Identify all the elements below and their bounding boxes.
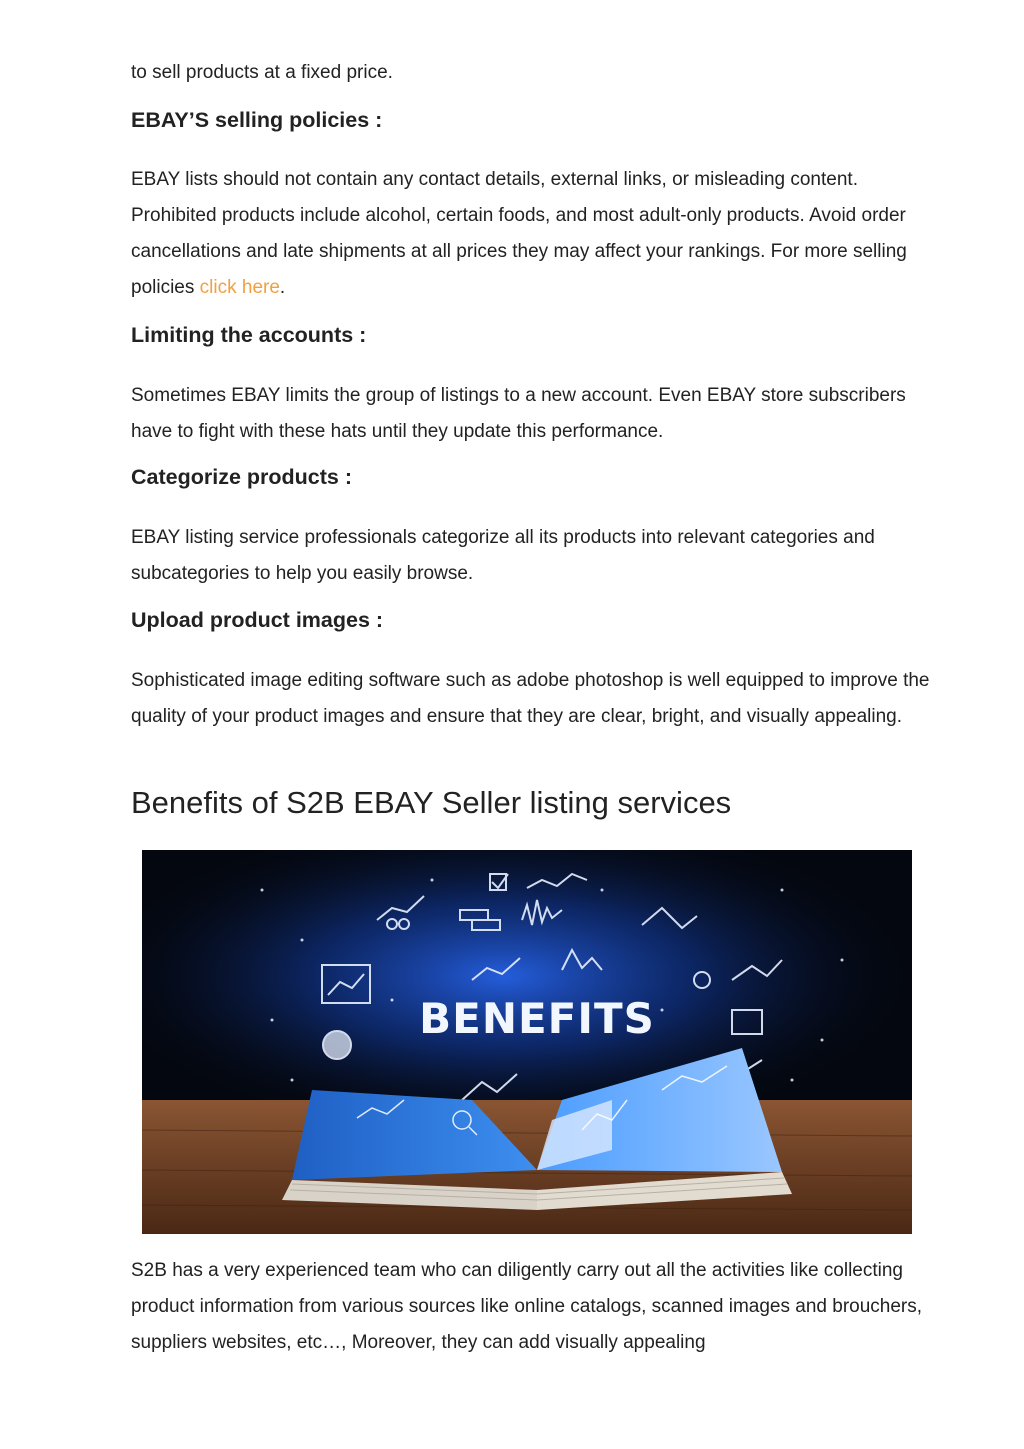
- selling-policies-body: EBAY lists should not contain any contact details, external links, or misleading content. Prohibited products include alcohol, certain foods, and most adult-only products. Avoid order cancellations and late shipments at all prices they may affect your rankings. For more selling policies: [131, 169, 907, 298]
- heading-limiting-accounts: Limiting the accounts :: [131, 323, 367, 347]
- banner-benefits-word: BENEFITS: [419, 994, 655, 1043]
- limiting-accounts-text: Sometimes EBAY limits the group of listings to a new account. Even EBAY store subscribers have to fight with these hats until they update this performance.: [131, 385, 906, 442]
- selling-policies-text: [131, 162, 931, 306]
- benefits-body-text: S2B has a very experienced team who can diligently carry out all the activities like collecting product information from various sources like online catalogs, scanned images and brouchers, suppliers websites, etc…, Moreover, they can add visually appealing: [131, 1260, 923, 1353]
- upload-images-text: Sophisticated image editing software such as adobe photoshop is well equipped to improve the quality of your product images and ensure that they are clear, bright, and visually appealing.: [131, 670, 930, 727]
- benefits-banner-image: [142, 850, 912, 1234]
- intro-tail-text: to sell products at a fixed price.: [131, 62, 393, 83]
- categorize-products-text: EBAY listing service professionals categorize all its products into relevant categories and subcategories to help you easily browse.: [131, 527, 875, 584]
- selling-policies-period: .: [279, 277, 286, 298]
- benefits-title: Benefits of S2B EBAY Seller listing services: [131, 785, 732, 820]
- heading-selling-policies: EBAY’S selling policies :: [131, 108, 383, 132]
- click-here-link[interactable]: click here: [199, 277, 280, 298]
- heading-upload-images: Upload product images :: [131, 608, 384, 632]
- heading-categorize-products: Categorize products :: [131, 465, 352, 489]
